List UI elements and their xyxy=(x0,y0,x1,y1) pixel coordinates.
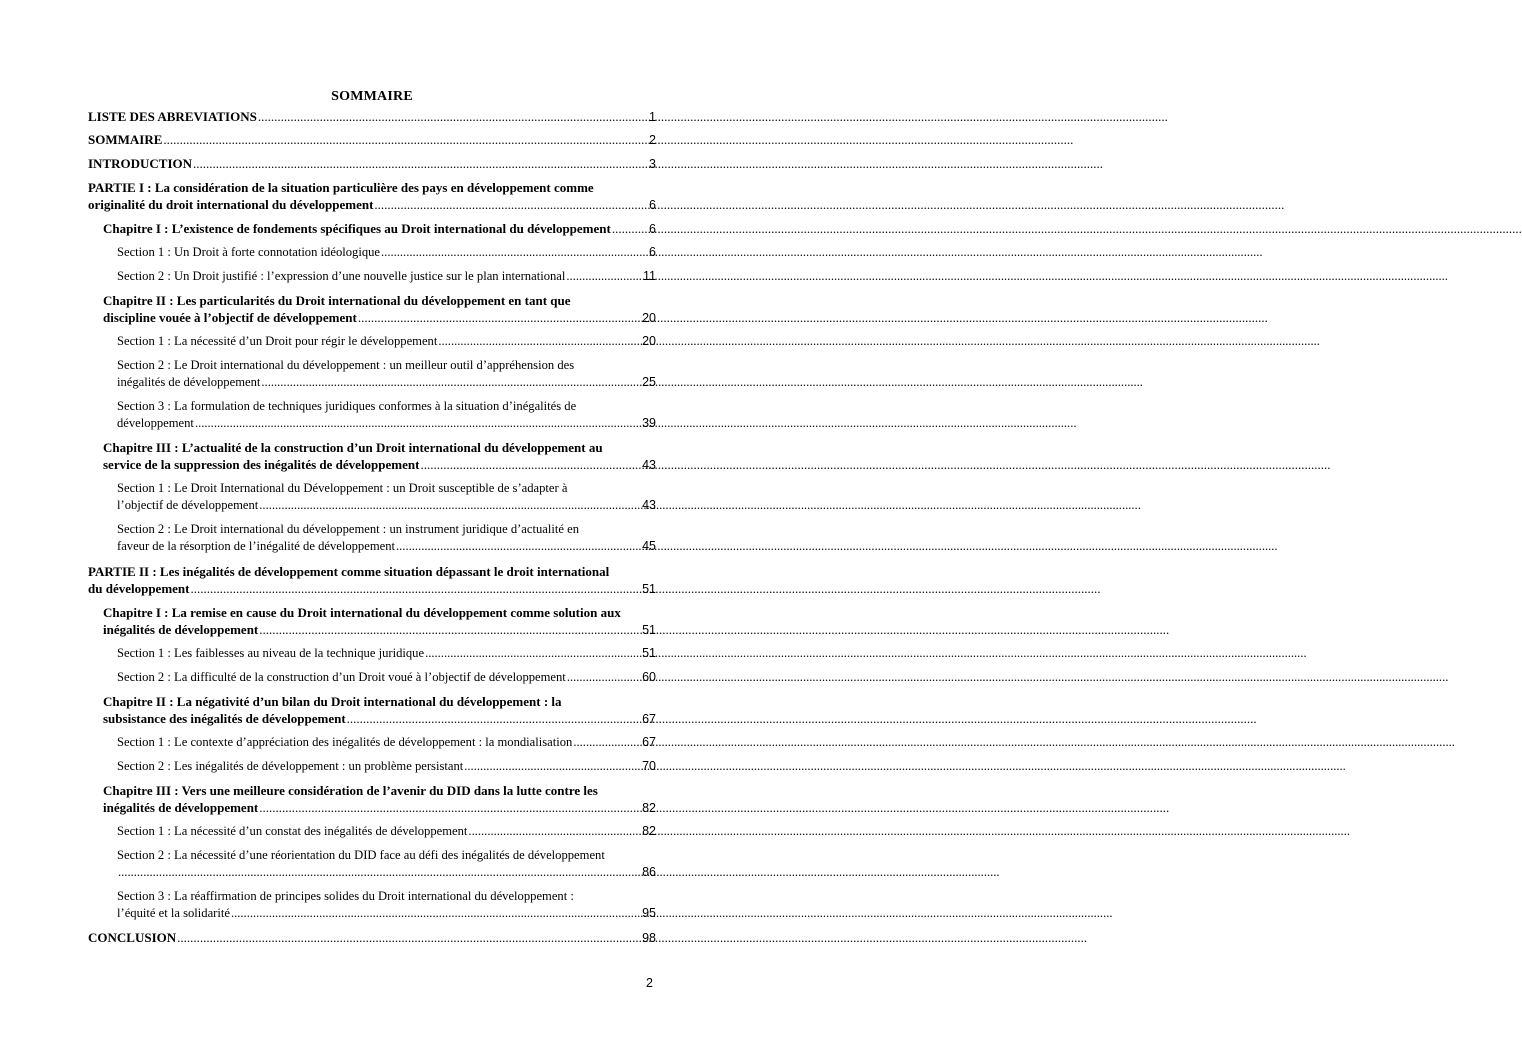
toc-entry-text: Section 2 : Un Droit justifié : l’expression d’une nouvelle justice sur le plan international xyxy=(117,269,566,283)
toc-page-number: 82 xyxy=(642,824,656,838)
toc-section-entry[interactable] xyxy=(88,244,656,261)
toc-entry-text-line: Section 3 : La formulation de techniques juridiques conformes à la situation d’inégalités de xyxy=(117,399,577,413)
toc-page-number: 45 xyxy=(642,539,656,553)
toc-section-entry[interactable] xyxy=(88,333,656,350)
toc-entry-text: l’équité et la solidarité xyxy=(117,906,230,920)
toc-entry-text: développement xyxy=(117,416,194,430)
page-number: 2 xyxy=(646,976,653,990)
toc-page-number: 70 xyxy=(642,759,656,773)
toc-entry-text: inégalités de développement xyxy=(103,800,259,815)
toc-chapter-entry[interactable] xyxy=(88,782,656,817)
toc-section-entry[interactable] xyxy=(88,888,656,922)
toc-page-number: 3 xyxy=(649,157,656,171)
toc-page-number: 51 xyxy=(642,623,656,637)
dot-leader xyxy=(231,905,641,922)
dot-leader xyxy=(396,538,641,555)
toc-section-entry[interactable] xyxy=(88,480,656,514)
toc-page-number: 95 xyxy=(642,906,656,920)
toc-entry-text: discipline vouée à l’objectif de développement xyxy=(103,310,357,325)
toc-entry-text: Section 1 : La nécessité d’un Droit pour régir le développement xyxy=(117,334,438,348)
toc-section-entry[interactable] xyxy=(88,734,656,751)
dot-leader xyxy=(193,155,648,172)
toc-page-number: 82 xyxy=(642,801,656,815)
toc-entry-text: faveur de la résorption de l’inégalité de développement xyxy=(117,539,395,553)
toc-page-number: 86 xyxy=(642,865,656,879)
toc-entry-text: du développement xyxy=(88,581,190,596)
document-page xyxy=(0,0,744,1053)
toc-entry-text: Section 1 : Un Droit à forte connotation idéologique xyxy=(117,245,381,259)
toc-chapter-entry[interactable] xyxy=(88,220,656,238)
toc-section-entry[interactable] xyxy=(88,645,656,662)
toc-chapter-entry[interactable] xyxy=(88,604,656,639)
toc-chapter-entry[interactable] xyxy=(88,292,656,327)
toc-page-number: 43 xyxy=(642,498,656,512)
toc-entry-text-line: Chapitre II : Les particularités du Droit international du développement en tant que xyxy=(103,293,571,308)
toc-page-number: 2 xyxy=(649,133,656,147)
toc-page-number: 1 xyxy=(649,110,656,124)
toc-section-entry[interactable] xyxy=(88,823,656,840)
toc-entry-text-line: Section 1 : Le Droit International du Développement : un Droit susceptible de s’adapter à xyxy=(117,481,568,495)
toc-section-entry[interactable] xyxy=(88,521,656,555)
toc-page-number: 6 xyxy=(649,222,656,236)
dot-leader xyxy=(259,621,641,638)
dot-leader xyxy=(195,415,641,432)
dot-leader xyxy=(573,734,641,751)
dot-leader xyxy=(163,131,648,148)
dot-leader xyxy=(118,864,641,881)
dot-leader xyxy=(612,220,648,237)
toc-entry-text: Section 2 : La difficulté de la construction d’un Droit voué à l’objectif de développement xyxy=(117,670,566,684)
toc-page-number: 60 xyxy=(642,670,656,684)
toc-section-entry[interactable] xyxy=(88,758,656,775)
toc-page-number: 51 xyxy=(642,646,656,660)
toc-entry-text-line: Chapitre III : Vers une meilleure considération de l’avenir du DID dans la lutte contre les xyxy=(103,783,598,798)
dot-leader xyxy=(347,710,641,727)
toc-page-number: 67 xyxy=(642,712,656,726)
toc-entry-text: Section 1 : La nécessité d’un constat des inégalités de développement xyxy=(117,824,468,838)
toc-part-entry[interactable] xyxy=(88,929,656,947)
toc-page-number: 51 xyxy=(642,582,656,596)
toc-entry-text: subsistance des inégalités de développement xyxy=(103,711,346,726)
dot-leader xyxy=(261,374,641,391)
toc-entry-text-line: PARTIE I : La considération de la situation particulière des pays en développement comme xyxy=(88,180,594,195)
dot-leader xyxy=(259,799,641,816)
toc-entry-text-line: Section 3 : La réaffirmation de principes solides du Droit international du développement : xyxy=(117,889,574,903)
toc-entry-text-line: Section 2 : Le Droit international du développement : un instrument juridique d’actualité en xyxy=(117,522,579,536)
dot-leader xyxy=(190,580,641,597)
dot-leader xyxy=(566,268,642,285)
toc-section-entry[interactable] xyxy=(88,398,656,432)
toc-page-number: 43 xyxy=(642,458,656,472)
toc-entry-text: CONCLUSION xyxy=(88,930,177,945)
toc-entry-text: Section 1 : Le contexte d’appréciation des inégalités de développement : la mondialisation xyxy=(117,735,573,749)
toc-page-number: 67 xyxy=(642,735,656,749)
dot-leader xyxy=(468,823,641,840)
toc-section-entry[interactable] xyxy=(88,357,656,391)
toc-entry-text: originalité du droit international du développement xyxy=(88,197,374,212)
toc-entry-text: INTRODUCTION xyxy=(88,156,193,171)
toc-part-entry[interactable] xyxy=(88,155,656,173)
dot-leader xyxy=(374,196,648,213)
toc-page-number: 98 xyxy=(642,931,656,945)
dot-leader xyxy=(259,497,641,514)
dot-leader xyxy=(358,309,641,326)
toc-part-entry[interactable] xyxy=(88,131,656,149)
toc-section-entry[interactable] xyxy=(88,847,656,881)
toc-entry-text: l’objectif de développement xyxy=(117,498,259,512)
toc-page-number: 20 xyxy=(642,334,656,348)
toc-page-number: 25 xyxy=(642,375,656,389)
toc-entry-text-line: Chapitre III : L’actualité de la construction d’un Droit international du développement au xyxy=(103,440,603,455)
toc-entry-text: Chapitre I : L’existence de fondements spécifiques au Droit international du développement xyxy=(103,221,611,236)
dot-leader xyxy=(381,244,648,261)
toc-entry-text: Section 2 : Les inégalités de développement : un problème persistant xyxy=(117,759,464,773)
dot-leader xyxy=(438,333,641,350)
toc-page-number: 6 xyxy=(649,245,656,259)
toc-entry-text-line: PARTIE II : Les inégalités de développement comme situation dépassant le droit international xyxy=(88,564,610,579)
toc-page-number: 11 xyxy=(643,269,656,283)
toc-part-entry[interactable] xyxy=(88,563,656,598)
toc-section-entry[interactable] xyxy=(88,268,656,285)
toc-section-entry[interactable] xyxy=(88,669,656,686)
toc-entry-text-line: Section 2 : La nécessité d’une réorientation du DID face au défi des inégalités de développement xyxy=(117,848,605,862)
toc-entry-text-line: Chapitre II : La négativité d’un bilan du Droit international du développement : la xyxy=(103,694,562,709)
dot-leader xyxy=(567,669,641,686)
toc-part-entry[interactable] xyxy=(88,108,656,126)
dot-leader xyxy=(464,758,641,775)
page-title: SOMMAIRE xyxy=(331,89,413,104)
toc-entry-text: Section 1 : Les faiblesses au niveau de la technique juridique xyxy=(117,646,425,660)
toc-entry-text: SOMMAIRE xyxy=(88,132,163,147)
toc-part-entry[interactable] xyxy=(88,179,656,214)
toc-page-number: 39 xyxy=(642,416,656,430)
toc-entry-text-line: Section 2 : Le Droit international du développement : un meilleur outil d’appréhension des xyxy=(117,358,575,372)
dot-leader xyxy=(425,645,641,662)
dot-leader xyxy=(420,456,641,473)
toc-entry-text: service de la suppression des inégalités de développement xyxy=(103,457,420,472)
dot-leader xyxy=(177,929,641,946)
dot-leader xyxy=(258,108,648,125)
toc-page-number: 20 xyxy=(642,311,656,325)
toc-chapter-entry[interactable] xyxy=(88,693,656,728)
toc-page-number: 6 xyxy=(649,198,656,212)
toc-entry-text: inégalités de développement xyxy=(117,375,261,389)
toc-entry-text: LISTE DES ABREVIATIONS xyxy=(88,109,257,124)
toc-entry-text-line: Chapitre I : La remise en cause du Droit international du développement comme solution aux xyxy=(103,605,621,620)
toc-chapter-entry[interactable] xyxy=(88,439,656,474)
toc-entry-text: inégalités de développement xyxy=(103,622,259,637)
